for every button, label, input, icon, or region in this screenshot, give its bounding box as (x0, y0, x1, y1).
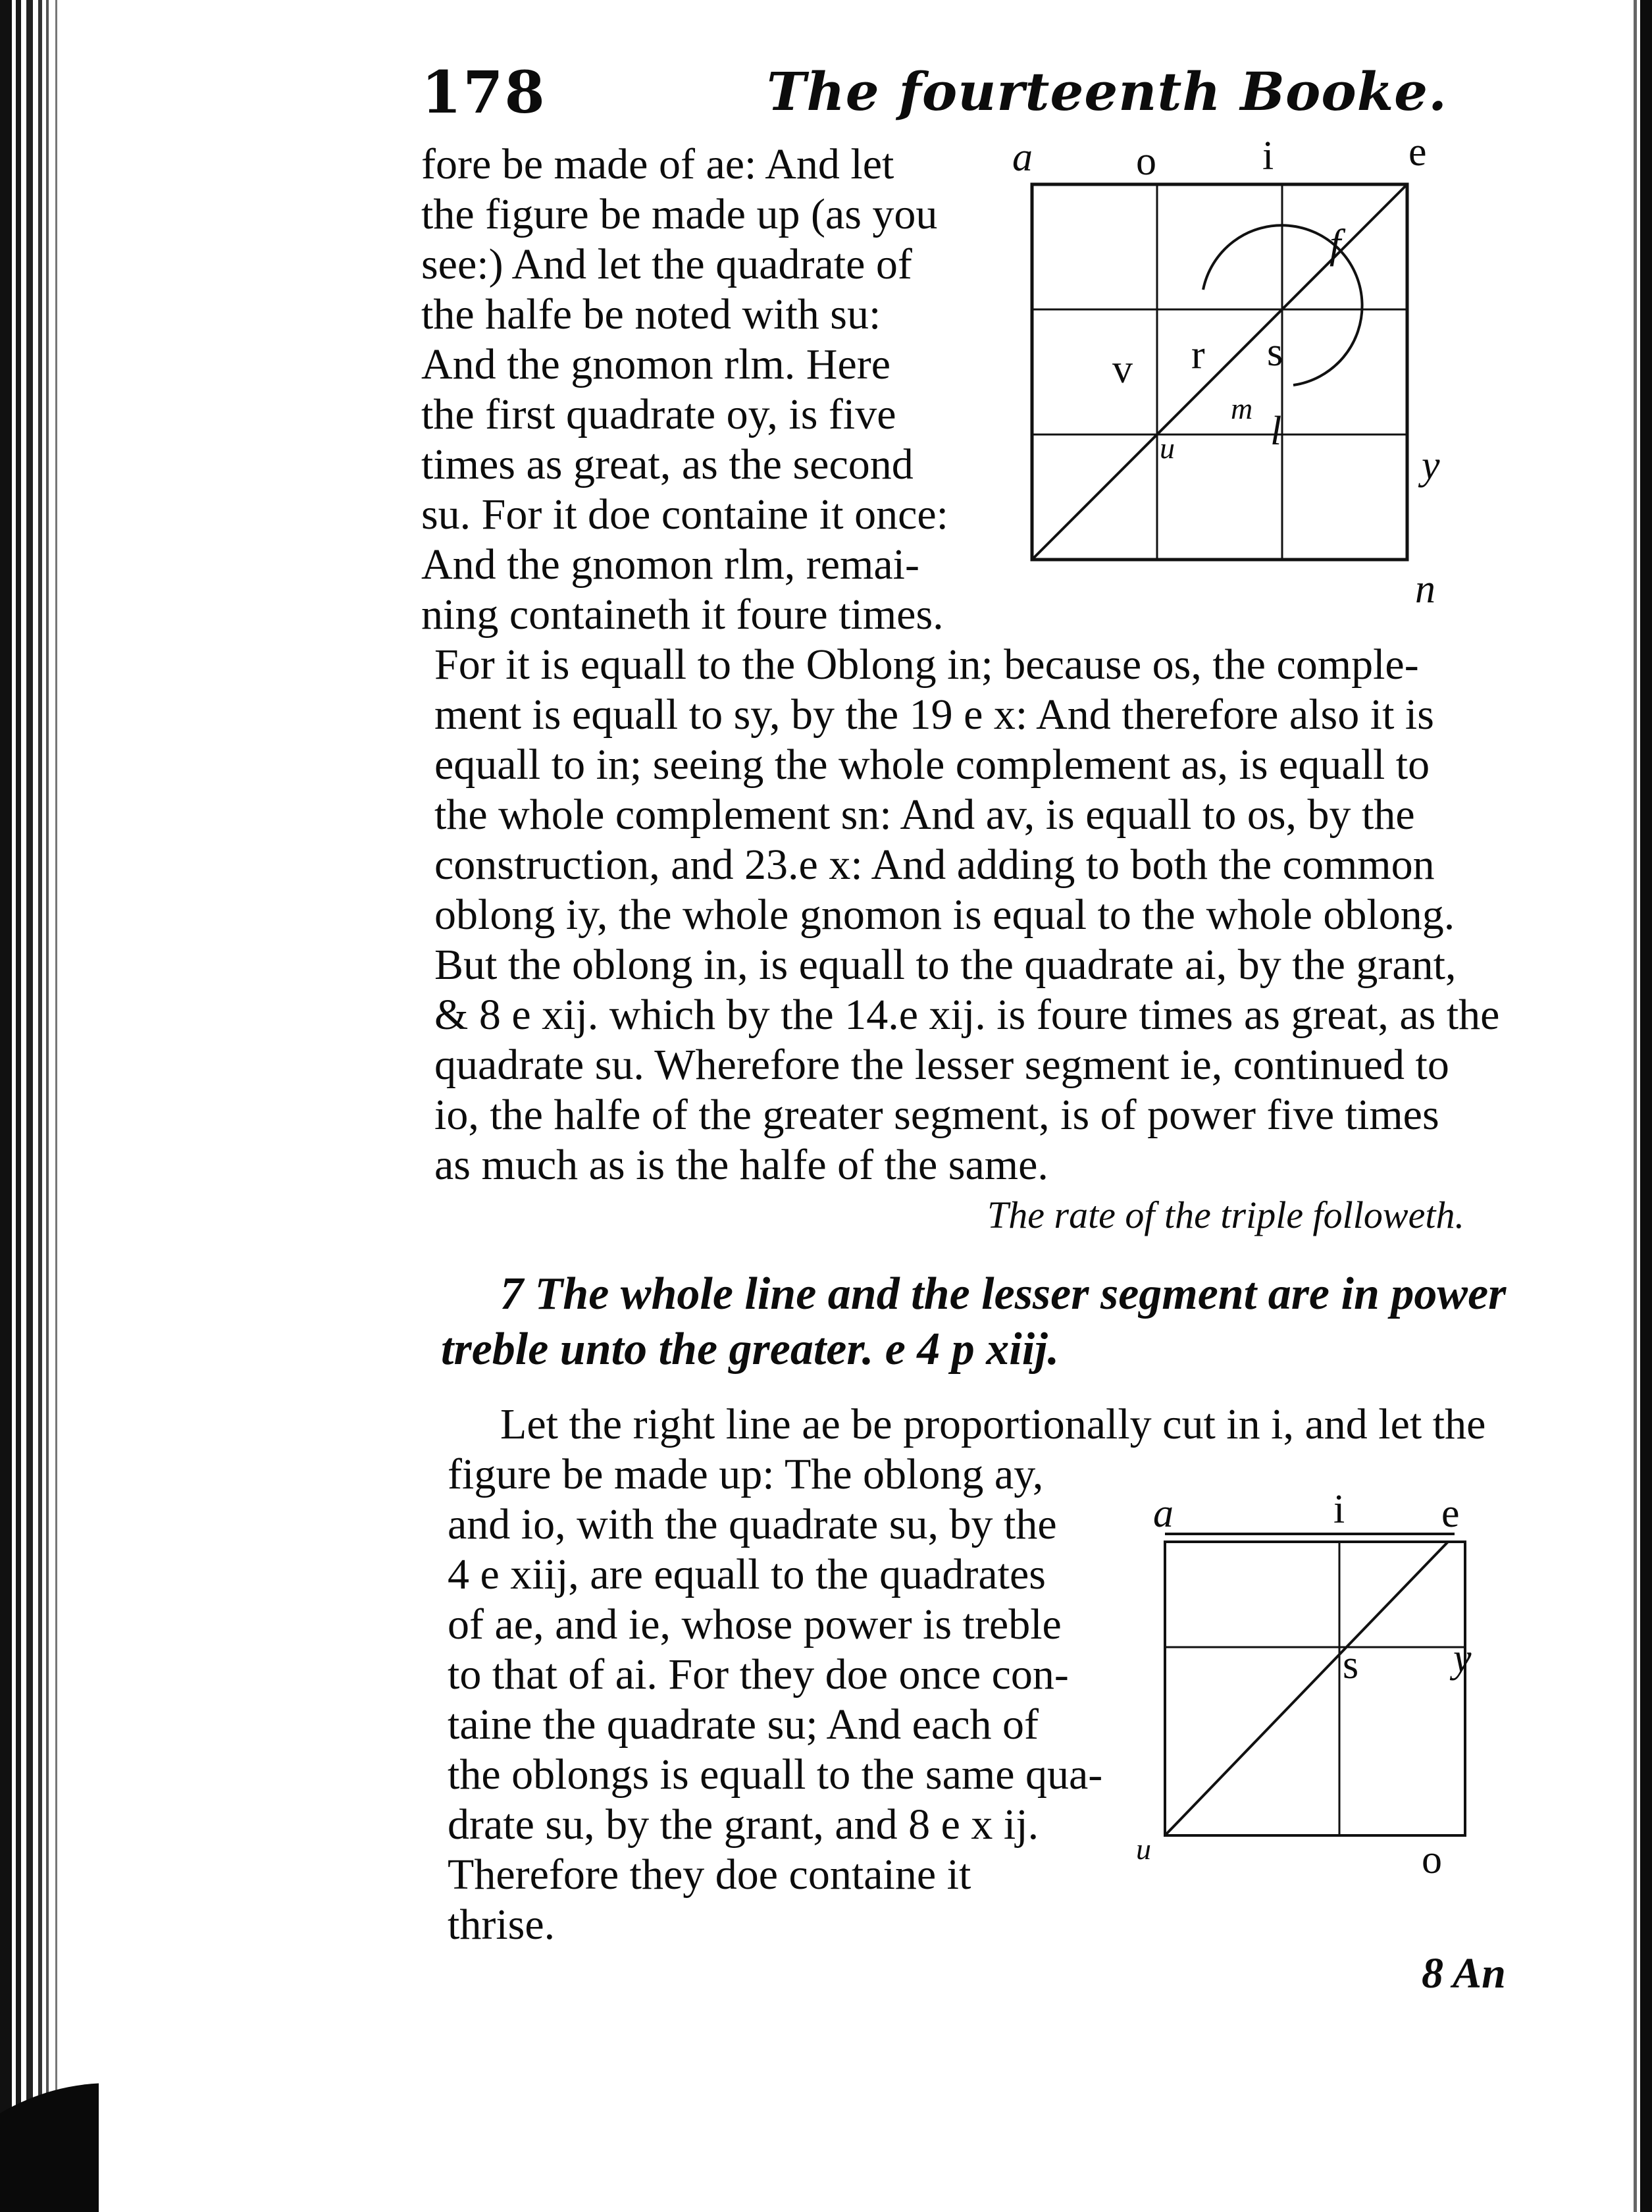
binding-gutter (0, 0, 99, 2212)
text-line: the halfe be noted with su: (421, 290, 881, 338)
fig2-label-e: e (1441, 1491, 1460, 1536)
fig1-label-i: i (1262, 134, 1274, 178)
fig1-label-a: a (1012, 135, 1033, 180)
fig2-label-u: u (1136, 1832, 1151, 1866)
text-line: figure be made up: The oblong ay, (448, 1450, 1044, 1498)
text-line: construction, and 23.e x: And adding to both the common (434, 841, 1435, 889)
fig2-label-o: o (1422, 1837, 1442, 1882)
fig1-label-o: o (1136, 139, 1156, 184)
catchword: 8 An (1422, 1949, 1506, 1997)
text-line: drate su, by the grant, and 8 e x ij. (448, 1801, 1039, 1849)
fig1-label-e: e (1408, 130, 1427, 174)
text-line: taine the quadrate su; And each of (448, 1700, 1039, 1749)
fig1-label-f: f (1329, 222, 1341, 267)
marginal-note: The rate of the triple followeth. (987, 1194, 1464, 1236)
text-line: oblong iy, the whole gnomon is equal to the whole oblong. (434, 891, 1455, 939)
text-line: But the oblong in, is equall to the quadrate ai, by the grant, (434, 941, 1457, 989)
text-line: ment is equall to sy, by the 19 e x: And therefore also it is (434, 691, 1434, 739)
fig1-label-y: y (1422, 443, 1440, 488)
text-line: quadrate su. Wherefore the lesser segment ie, continued to (434, 1041, 1449, 1089)
text-line: the oblongs is equall to the same qua- (448, 1751, 1103, 1799)
text-line: io, the halfe of the greater segment, is of power five times (434, 1091, 1439, 1139)
text-line: the figure be made up (as you (421, 190, 938, 238)
text-line: For it is equall to the Oblong in; because os, the comple- (434, 641, 1419, 689)
text-line: And the gnomon rlm, remai- (421, 540, 920, 589)
fig1-label-m: m (1231, 392, 1253, 425)
fig1-label-l: l (1270, 409, 1282, 454)
text-line: the first quadrate oy, is five (421, 390, 896, 438)
text-line: ning containeth it foure times. (421, 591, 944, 639)
heading-line: 7 The whole line and the lesser segment are in power (500, 1269, 1507, 1319)
page-number: 178 (421, 58, 546, 126)
text-line: to that of ai. For they doe once con- (448, 1650, 1069, 1698)
text-line: of ae, and ie, whose power is treble (448, 1600, 1062, 1648)
fig1-label-u: u (1160, 431, 1175, 465)
text-line: equall to in; seeing the whole complement as, is equall to (434, 741, 1430, 789)
diagonal-line (1165, 1542, 1448, 1835)
fig1-label-s: s (1267, 330, 1283, 375)
diagonal-line (1032, 184, 1407, 560)
text-line: and io, with the quadrate su, by the (448, 1500, 1057, 1548)
text-line: as much as is the halfe of the same. (434, 1141, 1048, 1189)
text-line: And the gnomon rlm. Here (421, 340, 891, 388)
text-line: Let the right line ae be proportionally cut in i, and let the (500, 1400, 1486, 1448)
fig2-label-y: y (1453, 1636, 1472, 1681)
figure-square-diagram (1145, 1501, 1487, 1870)
text-line: fore be made of ae: And let (421, 140, 894, 188)
fig1-label-r: r (1191, 332, 1205, 377)
text-line: the whole complement sn: And av, is equall to os, by the (434, 791, 1415, 839)
page-edge-right (1626, 0, 1652, 2212)
text-line: & 8 e xij. which by the 14.e xij. is foure times as great, as the (434, 991, 1500, 1039)
fig2-label-s: s (1343, 1643, 1359, 1687)
fig1-label-n: n (1415, 567, 1435, 612)
text-line: times as great, as the second (421, 440, 914, 488)
text-line: thrise. (448, 1901, 555, 1949)
text-line: 4 e xiij, are equall to the quadrates (448, 1550, 1046, 1598)
text-line: su. For it doe containe it once: (421, 490, 948, 539)
fig1-label-v: v (1112, 347, 1133, 392)
fig2-label-a: a (1153, 1491, 1174, 1536)
figure-gnomon-diagram (1000, 125, 1474, 599)
running-title: The fourteenth Booke. (767, 61, 1447, 122)
fig2-label-i: i (1333, 1487, 1345, 1532)
outer-square (1165, 1542, 1465, 1835)
heading-line: treble unto the greater. e 4 p xiij. (441, 1324, 1060, 1375)
text-line: see:) And let the quadrate of (421, 240, 912, 288)
text-line: Therefore they doe containe it (448, 1851, 971, 1899)
